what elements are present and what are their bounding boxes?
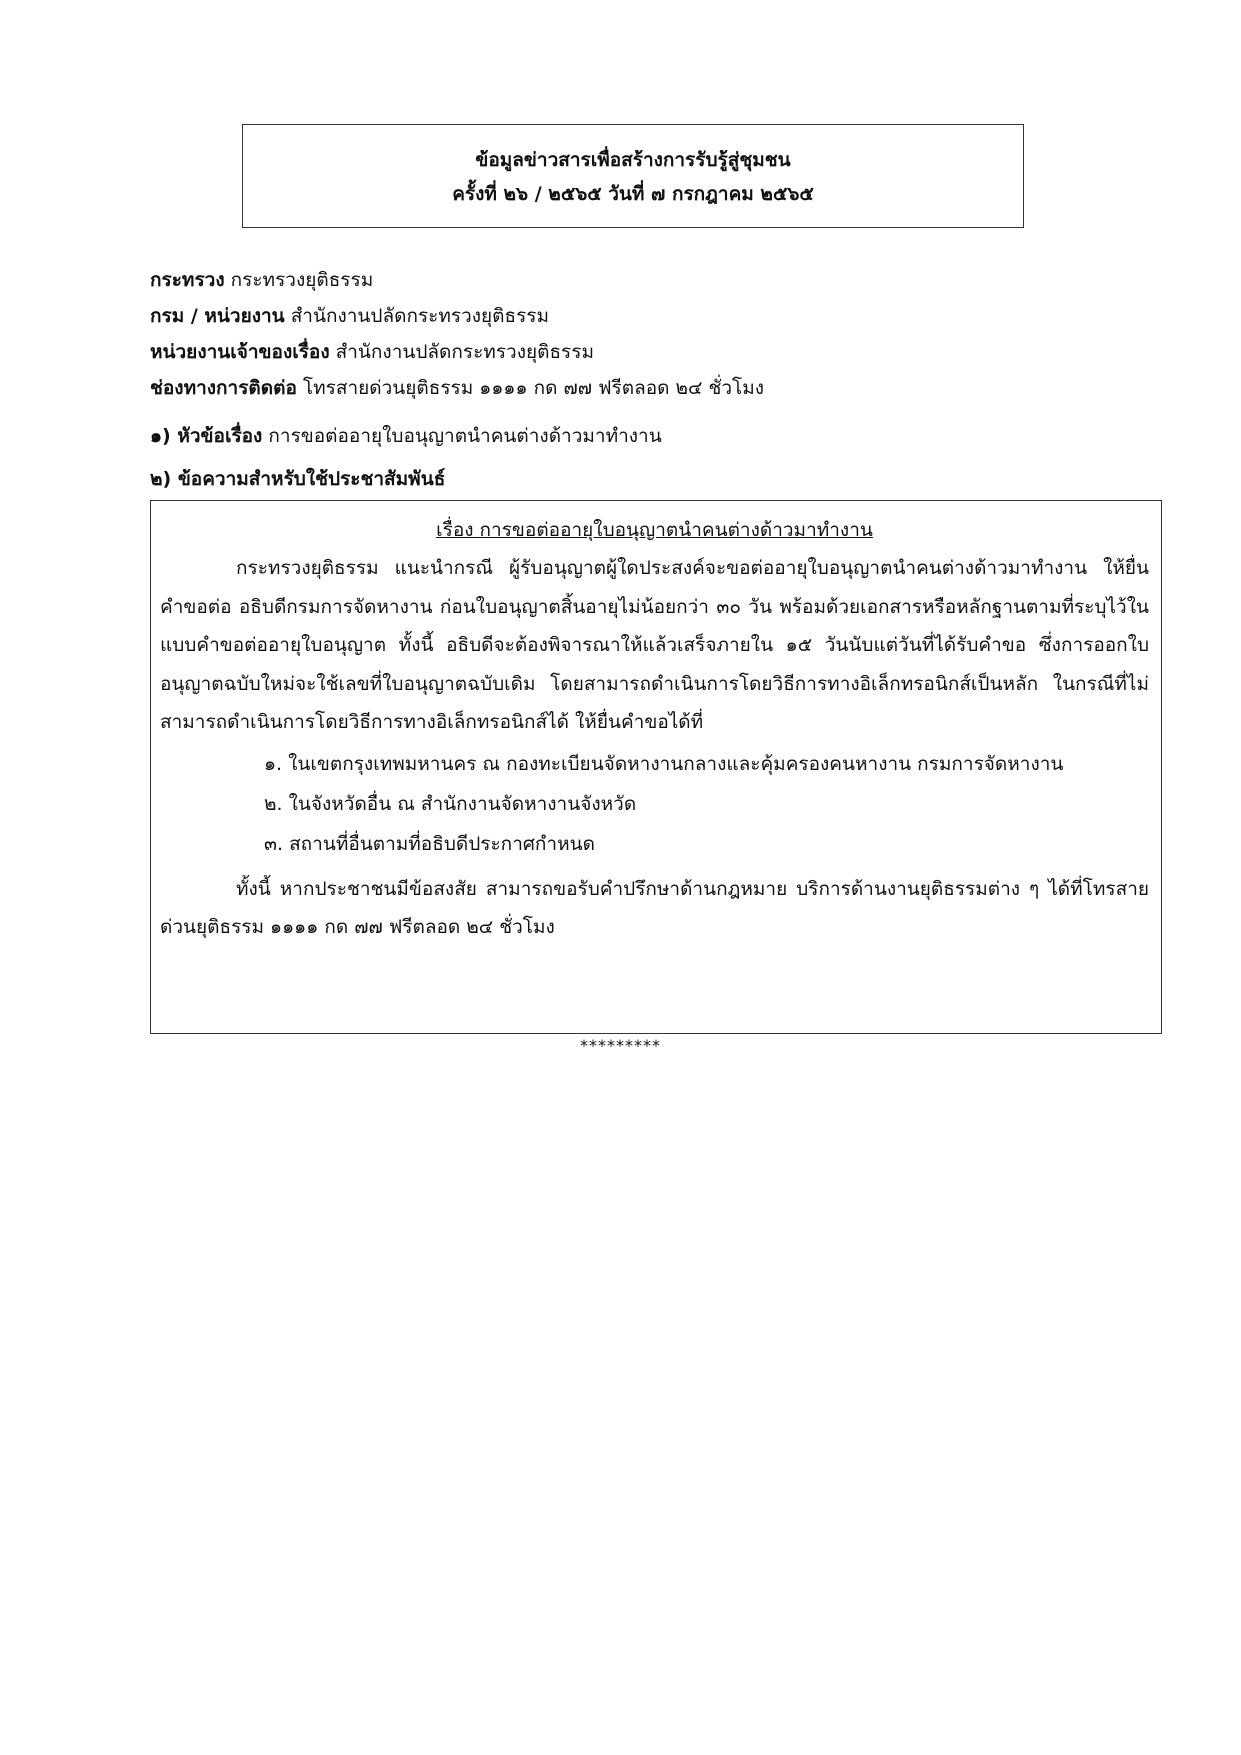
department-label: กรม / หน่วยงาน [150,305,285,327]
contact-label: ช่องทางการติดต่อ [150,377,297,399]
header-box [242,124,1024,228]
contact-line [150,373,1150,403]
submission-locations-list [160,744,1149,864]
press-release-box [150,500,1162,1034]
topic-label: ๑) หัวข้อเรื่อง [150,425,263,447]
ministry-line [150,265,1150,295]
department-value: สำนักงานปลัดกระทรวงยุติธรรม [290,305,550,327]
press-release-title: เรื่อง การขอต่ออายุใบอนุญาตนำคนต่างด้าวมาทำงาน [436,519,873,541]
contact-value: โทรสายด่วนยุติธรรม ๑๑๑๑ กด ๗๗ ฟรีตลอด ๒๔ ชั่วโมง [302,377,765,399]
department-line [150,301,1150,331]
owner-line [150,337,1150,367]
header-issue: ครั้งที่ ๒๖ / ๒๕๖๕ วันที่ ๗ กรกฎาคม ๒๕๖๕ [452,183,814,205]
message-label: ๒) ข้อความสำหรับใช้ประชาสัมพันธ์ [150,468,446,490]
owner-label: หน่วยงานเจ้าของเรื่อง [150,341,330,363]
message-heading [150,464,1150,494]
topic-line [150,421,1150,451]
header-title: ข้อมูลข่าวสารเพื่อสร้างการรับรู้สู่ชุมชน [475,149,791,171]
ministry-value: กระทรวงยุติธรรม [230,269,374,291]
list-item: ๒. ในจังหวัดอื่น ณ สำนักงานจัดหางานจังหวัด [264,792,637,815]
press-release-closing: ทั้งนี้ หากประชาชนมีข้อสงสัย สามารถขอรับคำปรึกษาด้านกฎหมาย บริการด้านงานยุติธรรมต่าง ๆ ได้ที่โทรสายด่วนยุติธรรม ๑๑๑๑ กด ๗๗ ฟรีตลอด ๒๔ ชั่วโมง [160,877,1149,938]
owner-value: สำนักงานปลัดกระทรวงยุติธรรม [335,341,594,363]
press-release-paragraph: กระทรวงยุติธรรม แนะนำกรณี ผู้รับอนุญาตผู้ใดประสงค์จะขอต่ออายุใบอนุญาตนำคนต่างด้าวมาทำงาน ให้ยื่นคำขอต่อ อธิบดีกรมการจัดหางาน ก่อนใบอนุญาตสิ้นอายุไม่น้อยกว่า ๓๐ วัน พร้อมด้วยเอกสารหรือหลักฐานตามที่ระบุไว้ในแบบคำขอต่ออายุใบอนุญาต ทั้งนี้ อธิบดีจะต้องพิจารณาให้แล้วเสร็จภายใน ๑๕ วันนับแต่วันที่ได้รับคำขอ ซึ่งการออกใบอนุญาตฉบับใหม่จะใช้เลขที่ใบอนุญาตฉบับเดิม โดยสามารถดำเนินการโดยวิธีการทางอิเล็กทรอนิกส์เป็นหลัก ในกรณีที่ไม่สามารถดำเนินการโดยวิธีการทางอิเล็กทรอนิกส์ได้ ให้ยื่นคำขอได้ที่ [160,557,1149,733]
list-item: ๑. ในเขตกรุงเทพมหานคร ณ กองทะเบียนจัดหางานกลางและคุ้มครองคนหางาน กรมการจัดหางาน [264,752,1064,775]
list-item: ๓. สถานที่อื่นตามที่อธิบดีประกาศกำหนด [264,832,595,855]
topic-value: การขอต่ออายุใบอนุญาตนำคนต่างด้าวมาทำงาน [268,425,662,447]
ministry-label: กระทรวง [150,269,225,291]
end-mark: ********* [580,1036,661,1055]
